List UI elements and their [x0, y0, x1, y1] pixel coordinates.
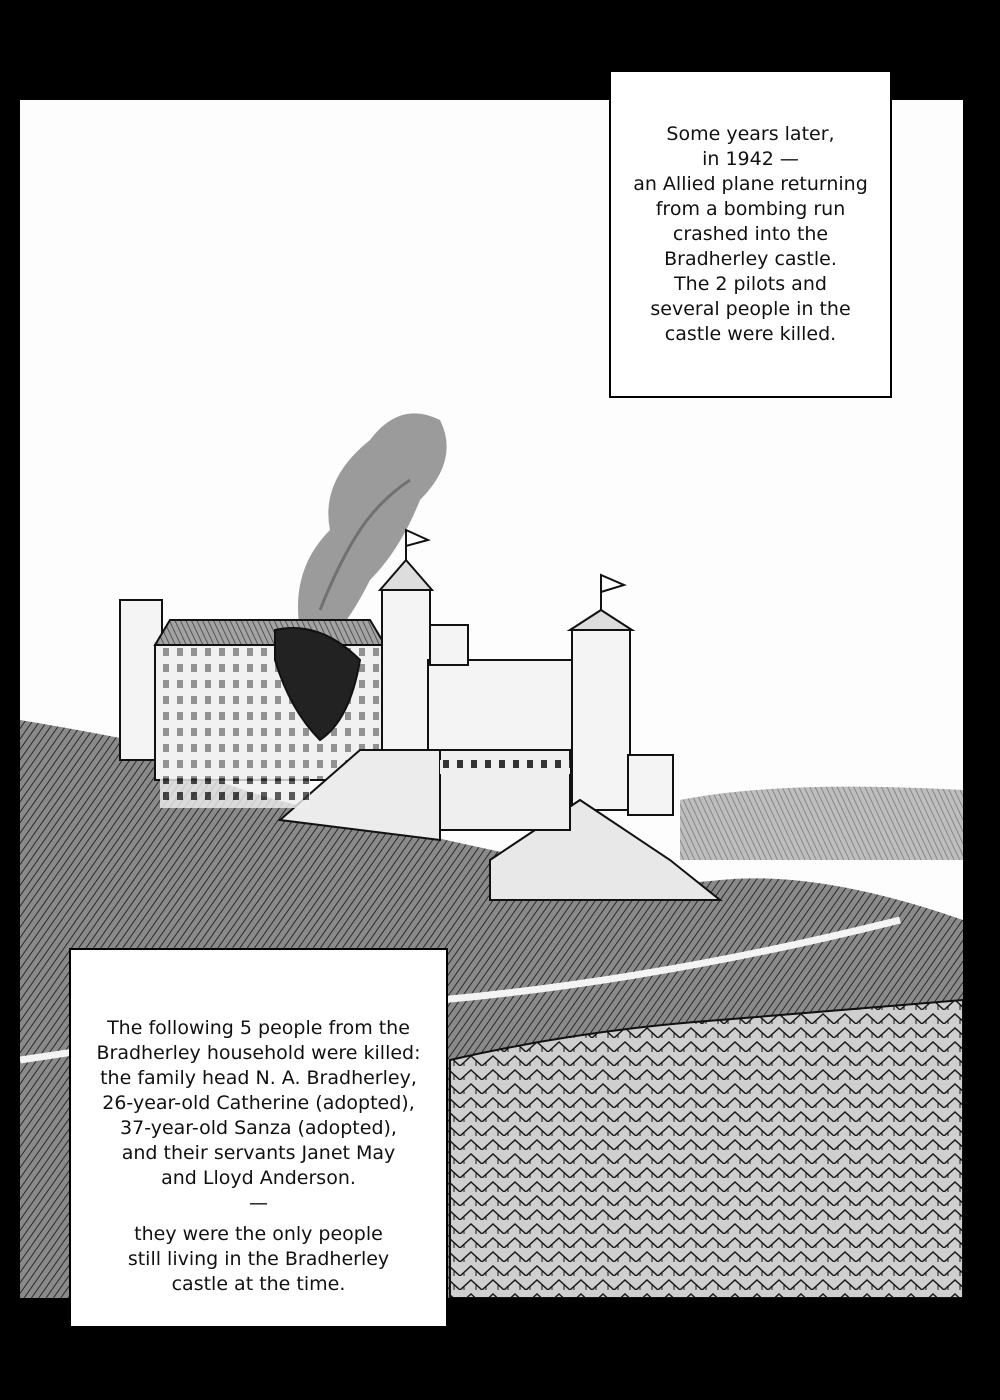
distant-hills [680, 787, 963, 860]
narration-line: they were the only people [134, 1223, 383, 1245]
narration-dash: — [249, 1192, 268, 1214]
narration-line: castle at the time. [171, 1273, 346, 1295]
narration-line: in 1942 — [702, 148, 799, 170]
narration-line: the family head N. A. Bradherley, [100, 1067, 417, 1089]
narration-box-top [609, 70, 892, 398]
narration-line: crashed into the [672, 223, 829, 245]
narration-line: and their servants Janet May [121, 1142, 396, 1164]
right-tower [572, 630, 630, 810]
narration-line: 26-year-old Catherine (adopted), [102, 1092, 415, 1114]
narration-line: still living in the Bradherley [127, 1248, 390, 1270]
narration-line: from a bombing run [655, 198, 846, 220]
narration-line: Some years later, [666, 123, 835, 145]
village-rooftops [450, 1000, 963, 1298]
narration-line: several people in the [650, 298, 851, 320]
narration-line: 37-year-old Sanza (adopted), [120, 1117, 397, 1139]
narration-line: castle were killed. [664, 323, 837, 345]
narration-line: an Allied plane returning [633, 173, 868, 195]
narration-line: Bradherley household were killed: [96, 1042, 421, 1064]
narration-line: The following 5 people from the [107, 1017, 410, 1039]
narration-box-bottom [69, 948, 448, 1328]
narration-line: and Lloyd Anderson. [161, 1167, 356, 1189]
narration-line: The 2 pilots and [674, 273, 827, 295]
narration-line: Bradherley castle. [664, 248, 837, 270]
